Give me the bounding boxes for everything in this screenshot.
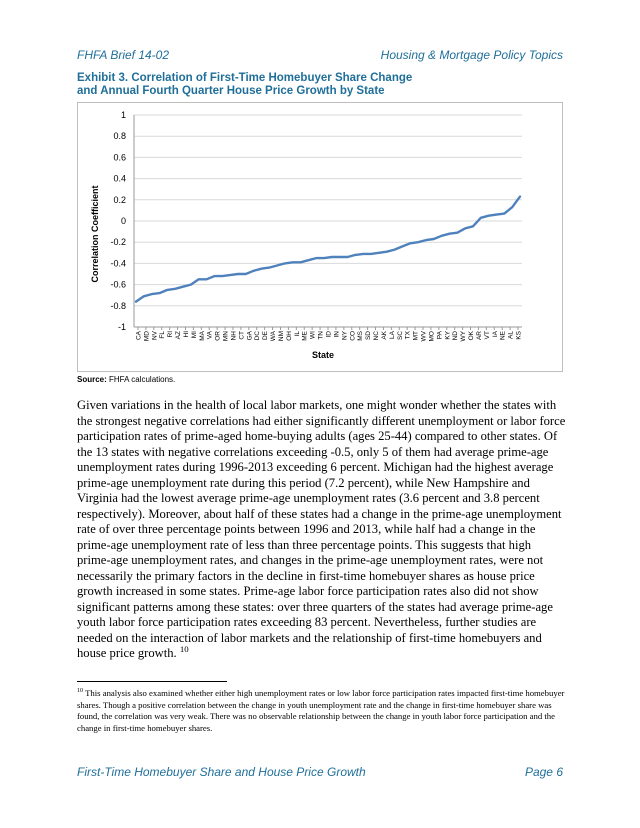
x-tick-label: AK	[380, 331, 388, 340]
x-tick-label: IL	[293, 331, 301, 337]
x-tick-label: KS	[515, 331, 523, 340]
x-tick-label: SC	[396, 331, 404, 341]
source-note	[77, 375, 175, 384]
x-tick-label: OR	[214, 331, 222, 341]
y-tick-label: -0.8	[110, 300, 126, 311]
source-label: Source:	[77, 375, 107, 384]
x-tick-label: CA	[135, 331, 143, 341]
x-tick-label: AL	[507, 331, 515, 339]
x-tick-label: AR	[475, 331, 483, 341]
x-axis-label: State	[311, 350, 335, 360]
x-tick-label: WV	[420, 331, 428, 342]
x-tick-label: MS	[357, 331, 365, 341]
y-tick-label: -1	[117, 322, 126, 332]
x-tick-label: RI	[167, 331, 175, 338]
footnote	[77, 688, 567, 735]
x-tick-label: WA	[270, 331, 278, 342]
exhibit-title	[77, 72, 537, 98]
x-tick-label: GA	[246, 331, 254, 341]
page-number: Page 6	[524, 765, 563, 779]
x-tick-label: OH	[285, 331, 293, 341]
exhibit-title-line2: and Annual Fourth Quarter House Price Growth by State	[77, 85, 385, 97]
y-tick-label: 0.6	[113, 152, 126, 163]
x-tick-label: LA	[388, 331, 396, 339]
exhibit-title-line1: Exhibit 3. Correlation of First-Time Homebuyer Share Change	[77, 72, 413, 84]
correlation-series-line	[136, 197, 520, 302]
x-tick-label: KY	[444, 331, 452, 340]
x-tick-label: NE	[499, 331, 507, 341]
x-tick-label: SD	[365, 331, 373, 341]
footer-left: First-Time Homebuyer Share and House Price Growth	[77, 765, 366, 779]
header-right: Housing & Mortgage Policy Topics	[380, 48, 563, 62]
x-tick-label: WI	[309, 331, 317, 339]
body-paragraph	[77, 398, 567, 662]
footnote-number: 10	[77, 688, 84, 695]
y-axis-label: Correlation Coefficient	[90, 185, 100, 283]
x-tick-label: IA	[491, 331, 499, 338]
x-tick-label: NM	[277, 331, 285, 342]
x-tick-label: MT	[412, 331, 420, 341]
x-tick-label: TX	[404, 331, 412, 340]
x-tick-label: VA	[206, 331, 214, 340]
body-paragraph-text: Given variations in the health of local labor markets, one might wonder whether the states with the strongest negative correlations had either significantly different unemployment or labor force participation rates of prime-aged home-buying adults (ages 25-44) compared to other states. Of the 13 states with negative correlations exceeding -0.5, only 5 of them had average prime-age unemployment rates during 1996-2013 exceeding 6 percent. Michigan had the highest average prime-age unemployment rate during this period (7.2 percent), while New Hampshire and Virginia had the lowest average prime-age unemployment rates (3.6 percent and 3.8 percent respectively). Moreover, about half of these states had a change in the prime-age unemployment rate of over three percentage points between 1996 and 2013, while half had a change in the prime-age unemployment rate of less than three percentage points. This suggests that high prime-age unemployment rates, and changes in the prime-age unemployment rates, were not necessarily the primary factors in the decline in first-time homebuyer shares as house price growth increased in some states. Prime-age labor force participation rates also did not show significant patterns among these states: over three quarters of the states had average prime-age youth labor force participation rates exceeding 83 percent. Nevertheless, further studies are needed on the interaction of labor markets and the relationship of first-time homebuyers and house price growth.	[77, 398, 566, 660]
x-tick-label: OK	[468, 331, 476, 341]
x-tick-label: HI	[182, 331, 190, 338]
x-tick-label: MN	[222, 331, 230, 342]
x-tick-label: ME	[301, 331, 309, 341]
y-tick-label: -0.6	[110, 279, 126, 290]
y-tick-label: 1	[120, 110, 126, 120]
y-tick-label: 0.8	[113, 131, 126, 142]
source-text: FHFA calculations.	[106, 375, 176, 384]
x-tick-label: DC	[254, 331, 262, 341]
x-tick-label: AZ	[175, 331, 183, 340]
footnote-ref[interactable]: 10	[179, 643, 189, 654]
x-tick-label: NH	[230, 331, 238, 341]
footnote-text: This analysis also examined whether either high unemployment rates or low labor force participation rates impacted first-time homebuyer shares. Though a positive correlation between the change in youth unemployment rate and the change in first-time homebuyer share was found, the correlation was very weak. There was no observable relationship between the change in youth labor force participation and the change in first-time homebuyer shares.	[77, 688, 565, 734]
x-tick-label: NY	[341, 331, 349, 341]
x-tick-label: CT	[238, 331, 246, 340]
chart-frame	[77, 102, 563, 372]
y-tick-label: 0.4	[113, 173, 126, 184]
x-tick-label: ND	[452, 331, 460, 341]
y-tick-label: 0.2	[113, 194, 126, 205]
footnote-divider	[77, 681, 227, 682]
x-tick-label: MI	[190, 331, 198, 339]
correlation-chart	[78, 103, 562, 371]
y-tick-label: -0.2	[110, 237, 126, 248]
x-tick-label: MO	[428, 331, 436, 342]
x-tick-label: NV	[151, 331, 159, 341]
header-left: FHFA Brief 14-02	[77, 48, 170, 62]
x-tick-label: FL	[159, 331, 167, 339]
x-tick-label: WY	[460, 331, 468, 342]
x-tick-label: MA	[198, 331, 206, 341]
x-tick-label: MD	[143, 331, 151, 342]
x-tick-label: CO	[349, 331, 357, 341]
x-tick-label: PA	[436, 331, 444, 340]
x-tick-label: VT	[483, 331, 491, 340]
y-tick-label: 0	[120, 216, 126, 226]
y-tick-label: -0.4	[110, 258, 126, 269]
x-tick-label: DE	[262, 331, 270, 341]
x-tick-label: IN	[333, 331, 341, 338]
x-tick-label: TN	[317, 331, 325, 340]
x-tick-label: NC	[373, 331, 381, 341]
x-tick-label: ID	[325, 331, 333, 338]
